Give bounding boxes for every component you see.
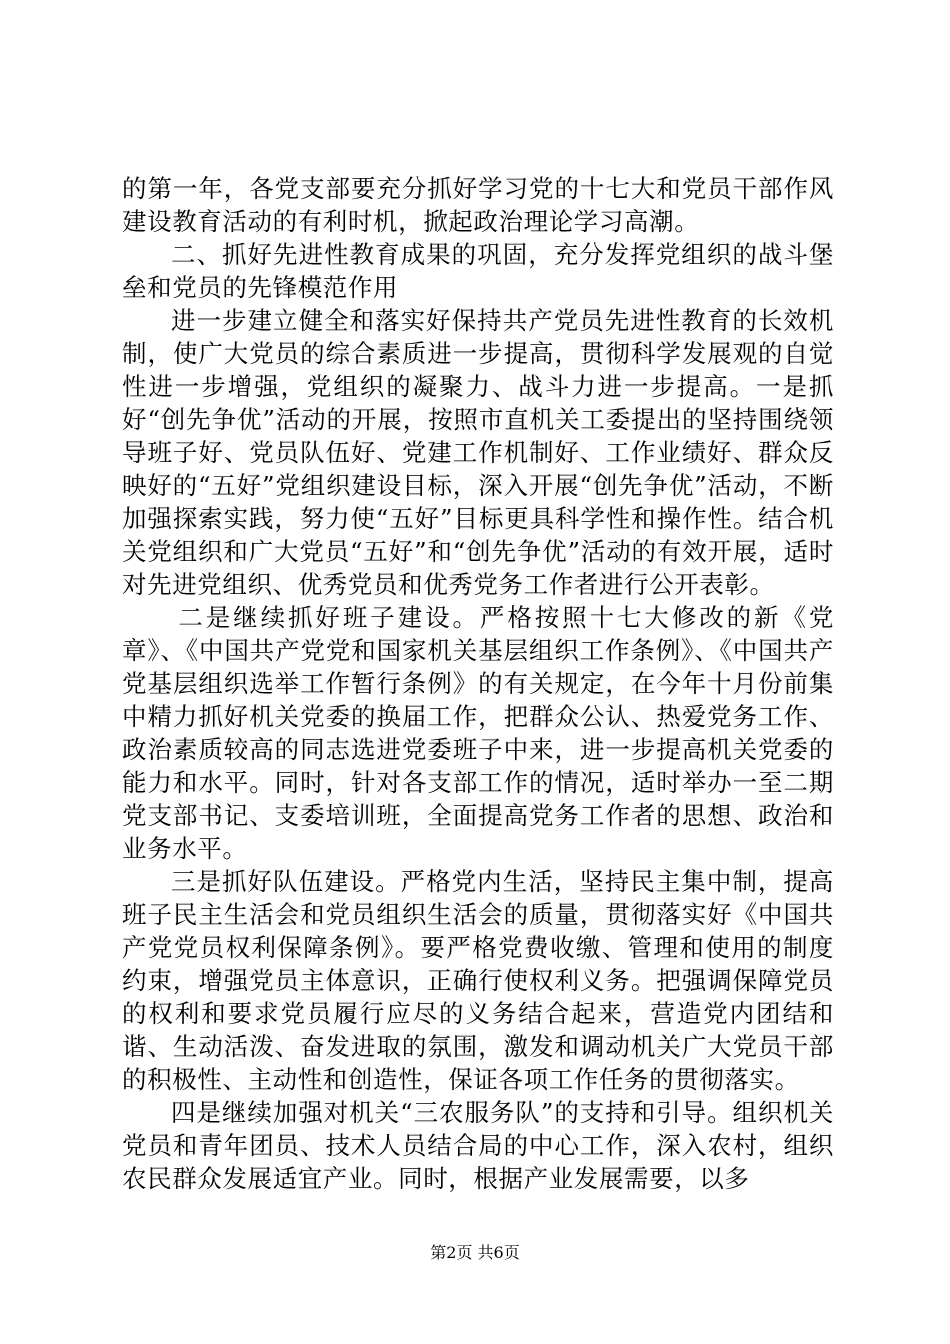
paragraph: 四是继续加强对机关“三农服务队”的支持和引导。组织机关党员和青年团员、技术人员结合局的中心工作，深入农村，组织农民群众发展适宜产业。同时，根据产业发展需要，以多 — [122, 1098, 834, 1193]
document-body — [122, 172, 834, 1195]
paragraph: 二是继续抓好班子建设。严格按照十七大修改的新《党章》、《中国共产党党和国家机关基层组织工作条例》、《中国共产党基层组织选举工作暂行条例》的有关规定，在今年十月份前集中精力抓好机关党委的换届工作，把群众公认、热爱党务工作、政治素质较高的同志选进党委班子中来，进一步提高机关党委的能力和水平。同时，针对各支部工作的情况，适时举办一至二期党支部书记、支委培训班，全面提高党务工作者的思想、政治和业务水平。 — [122, 603, 834, 863]
paragraph-continuation: 的第一年，各党支部要充分抓好学习党的十七大和党员干部作风建设教育活动的有利时机，掀起政治理论学习高潮。 — [122, 174, 834, 236]
page-number-footer: 第2页 共6页 — [430, 1243, 520, 1262]
paragraph: 进一步建立健全和落实好保持共产党员先进性教育的长效机制，使广大党员的综合素质进一步提高，贯彻科学发展观的自觉性进一步增强，党组织的凝聚力、战斗力进一步提高。一是抓好“创先争优”活动的开展，按照市直机关工委提出的坚持围绕领导班子好、党员队伍好、党建工作机制好、工作业绩好、群众反映好的“五好”党组织建设目标，深入开展“创先争优”活动，不断加强探索实践，努力使“五好”目标更具科学性和操作性。结合机关党组织和广大党员“五好”和“创先争优”活动的有效开展，适时对先进党组织、优秀党员和优秀党务工作者进行公开表彰。 — [122, 306, 834, 599]
paragraph: 三是抓好队伍建设。严格党内生活，坚持民主集中制，提高班子民主生活会和党员组织生活会的质量，贯彻落实好《中国共产党党员权利保障条例》。要严格党费收缴、管理和使用的制度约束，增强党员主体意识，正确行使权利义务。把强调保障党员的权利和要求党员履行应尽的义务结合起来，营造党内团结和谐、生动活泼、奋发进取的氛围，激发和调动机关广大党员干部的积极性、主动性和创造性，保证各项工作任务的贯彻落实。 — [122, 867, 834, 1094]
section-heading: 二、抓好先进性教育成果的巩固，充分发挥党组织的战斗堡垒和党员的先锋模范作用 — [122, 240, 834, 302]
